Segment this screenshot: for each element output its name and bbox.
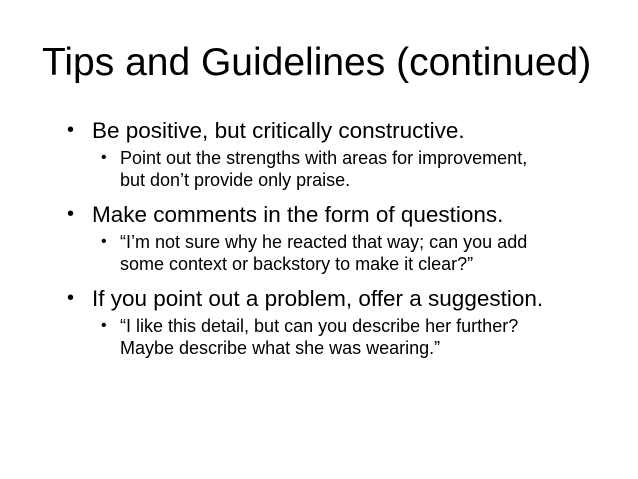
sub-bullet-marker: •: [101, 149, 107, 166]
sub-bullet-line: some context or backstory to make it clear?”: [120, 254, 474, 274]
bullet-group-1: [0, 117, 638, 191]
bullet-item: [0, 285, 638, 312]
bullet-marker: •: [67, 203, 75, 225]
bullet-marker: •: [67, 119, 75, 141]
bullet-text: Be positive, but critically constructive.: [92, 118, 465, 143]
sub-bullet-item: [0, 315, 638, 359]
sub-bullet-line: Maybe describe what she was wearing.”: [120, 338, 441, 358]
bullet-item: [0, 201, 638, 228]
sub-bullet-marker: •: [101, 233, 107, 250]
sub-bullet-item: [0, 147, 638, 191]
bullet-text: If you point out a problem, offer a suggestion.: [92, 286, 544, 311]
sub-bullet-line: but don’t provide only praise.: [120, 170, 351, 190]
sub-bullet-line: “I like this detail, but can you describe her further?: [120, 316, 519, 336]
sub-bullet-marker: •: [101, 317, 107, 334]
bullet-text: Make comments in the form of questions.: [92, 202, 504, 227]
sub-bullet-line: “I’m not sure why he reacted that way; can you add: [120, 232, 528, 252]
sub-bullet-item: [0, 231, 638, 275]
bullet-marker: •: [67, 287, 75, 309]
bullet-item: [0, 117, 638, 144]
bullet-group-2: [0, 201, 638, 275]
bullet-list: [0, 117, 638, 359]
slide-title: Tips and Guidelines (continued): [42, 41, 592, 84]
bullet-group-3: [0, 285, 638, 359]
sub-bullet-line: Point out the strengths with areas for improvement,: [120, 148, 528, 168]
